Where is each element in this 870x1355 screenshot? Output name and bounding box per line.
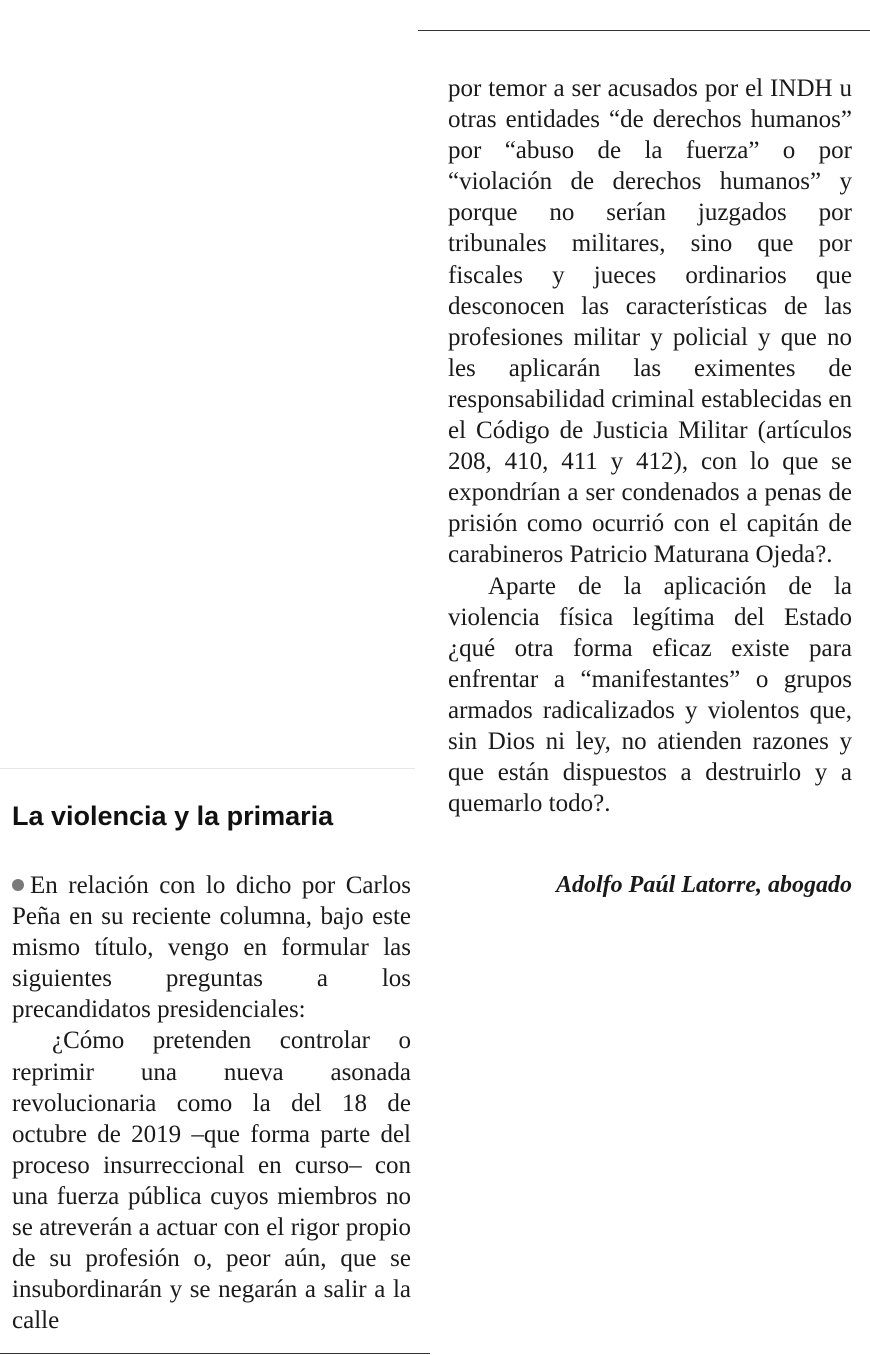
left-paragraph-2 — [12, 1025, 411, 1336]
left-paragraph-1 — [12, 870, 411, 1025]
paragraph-text: Aparte de la aplicación de la violencia física legítima del Estado ¿qué otra forma eficaz existe para enfrentar a “manifestantes” o grupos armados radicalizados y violentos que, sin Dios ni ley, no atienden razones y que están dispuestos a destruirlo y a quemarlo todo?. — [448, 572, 852, 818]
bottom-rule — [0, 1353, 430, 1354]
article-title: La violencia y la primaria — [12, 801, 334, 831]
signature: Adolfo Paúl Latorre, abogado — [555, 872, 852, 898]
paragraph-text: ¿Cómo pretenden controlar o reprimir una nueva asonada revolucionaria como la del 18 de octubre de 2019 –que forma parte del proceso insurreccional en curso– con una fuerza pública cuyos miembros no se atreverán a actuar con el rigor propio de su profesión o, peor aún, que se insubordinarán y se negarán a salir a la calle — [12, 1027, 411, 1335]
paragraph-text: por temor a ser acusados por el INDH u otras entidades “de derechos humanos” por “abuso de la fuerza” o por “violación de derechos humanos” y porque no serían juzgados por tribunales militares, sino que por fiscales y jueces ordinarios que desconocen las características de las profesiones militar y policial y que no les aplicarán las eximentes de responsabilidad criminal establecidas en el Código de Justicia Militar (artículos 208, 410, 411 y 412), con lo que se expondrían a ser condenados a penas de prisión como ocurrió con el capitán de carabineros Patricio Maturana Ojeda?. — [448, 75, 852, 569]
section-divider — [0, 768, 415, 769]
right-paragraph-2 — [448, 571, 852, 820]
top-rule — [418, 30, 870, 31]
right-paragraph-1 — [448, 73, 852, 571]
paragraph-text: En relación con lo dicho por Carlos Peña en su reciente columna, bajo este mismo título, vengo en formular las siguientes preguntas a los precandidatos presidenciales: — [12, 872, 411, 1024]
bullet-icon — [12, 879, 24, 891]
left-column — [12, 870, 411, 1336]
right-column — [448, 73, 852, 819]
